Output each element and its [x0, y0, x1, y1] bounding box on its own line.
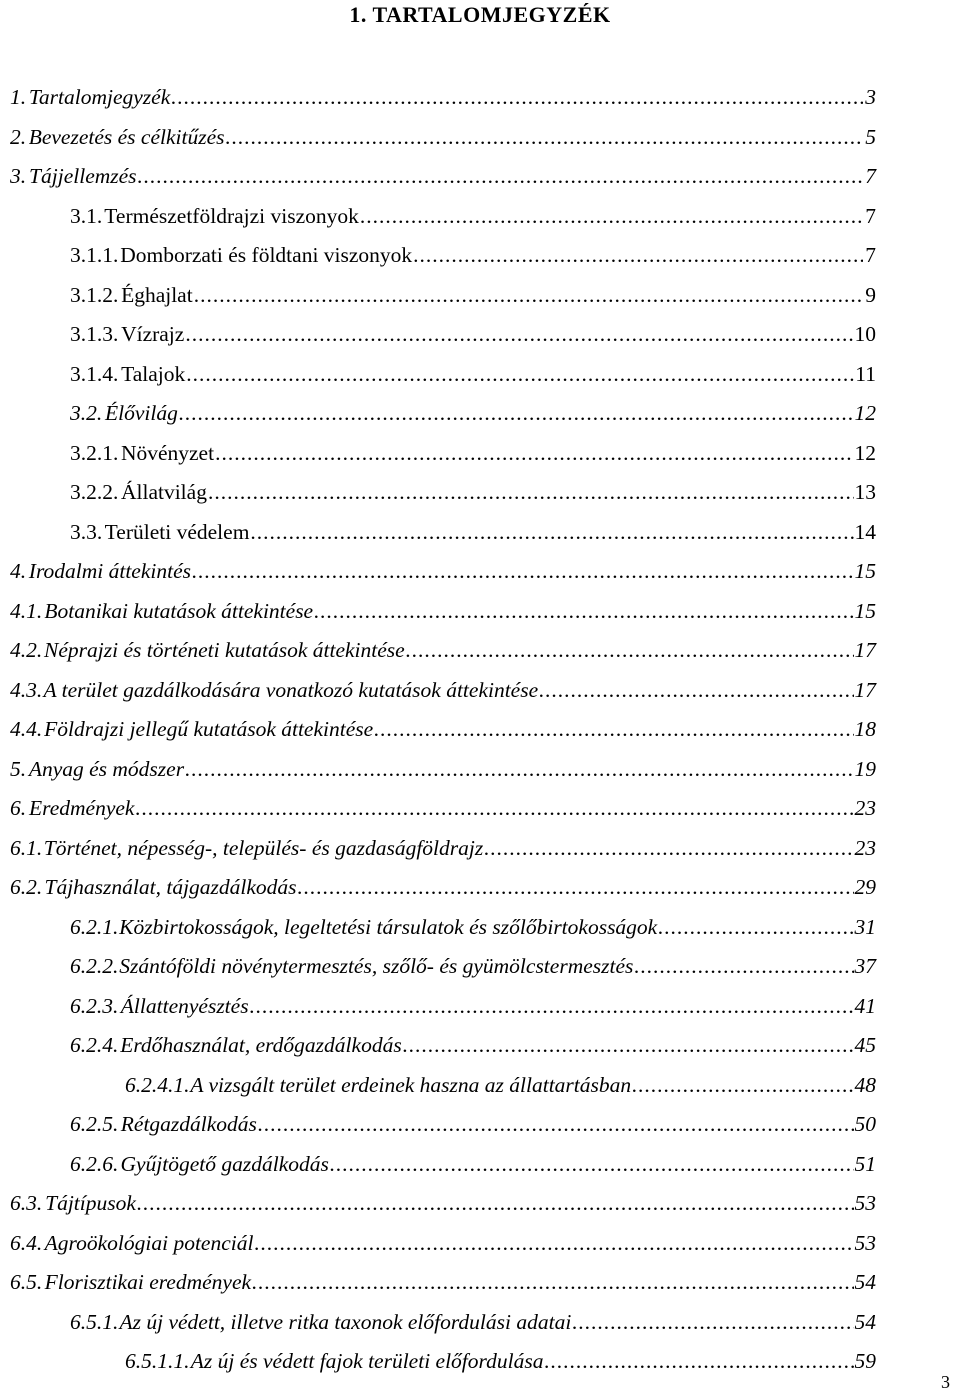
toc-entry-page: 18 [854, 717, 876, 741]
toc-entry-number: 6.2. [10, 875, 43, 899]
toc-entry-number: 6.5.1.1. [125, 1349, 190, 1373]
toc-entry-title: Vízrajz [121, 322, 185, 346]
toc-entry[interactable] [10, 752, 876, 782]
toc-entry[interactable] [70, 436, 876, 466]
toc-entry-title: Domborzati és földtani viszonyok [120, 243, 413, 267]
toc-entry-number: 6.1. [10, 835, 43, 860]
toc-entry[interactable] [10, 1226, 876, 1256]
toc-entry-title: Florisztikai eredmények [44, 1270, 252, 1294]
toc-dot-leader [208, 479, 854, 505]
toc-entry-number: 6. [10, 796, 27, 820]
toc-entry-title: Erdőhasználat, erdőgazdálkodás [120, 1033, 402, 1057]
toc-entry[interactable] [125, 1068, 876, 1098]
toc-entry[interactable] [70, 396, 876, 426]
toc-entry[interactable] [10, 633, 876, 663]
toc-dot-leader [250, 993, 854, 1019]
toc-dot-leader [374, 716, 853, 742]
toc-entry[interactable] [10, 80, 876, 110]
toc-entry-page: 45 [854, 1033, 876, 1057]
toc-entry[interactable] [10, 831, 876, 861]
toc-entry-title: A terület gazdálkodására vonatkozó kutatások áttekintése [43, 677, 539, 702]
toc-entry-page: 5 [865, 124, 876, 149]
page-number: 3 [941, 1372, 950, 1392]
toc-entry[interactable] [70, 357, 876, 387]
toc-dot-leader [192, 558, 854, 584]
toc-dot-leader [135, 795, 853, 821]
toc-entry[interactable] [10, 1265, 876, 1295]
toc-dot-leader [330, 1151, 854, 1177]
toc-dot-leader [572, 1309, 853, 1335]
toc-entry-title: Néprajzi és történeti kutatások áttekintése [44, 638, 405, 662]
toc-entry-page: 23 [854, 835, 876, 860]
toc-entry-number: 6.2.3. [70, 993, 119, 1018]
toc-entry-number: 3.1. [70, 203, 103, 228]
toc-entry-page: 12 [854, 401, 876, 425]
toc-entry-number: 6.2.5. [70, 1112, 119, 1136]
toc-entry-page: 17 [854, 677, 876, 702]
toc-entry[interactable] [10, 120, 876, 150]
toc-entry-title: Tartalomjegyzék [28, 85, 171, 109]
toc-dot-leader [252, 1269, 853, 1295]
toc-entry-page: 9 [865, 282, 876, 307]
toc-entry-page: 54 [854, 1309, 876, 1334]
toc-entry-page: 29 [854, 875, 876, 899]
toc-entry-number: 6.2.4.1. [125, 1072, 190, 1097]
toc-dot-leader [185, 321, 853, 347]
toc-entry-title: Az új védett, illetve ritka taxonok előfordulási adatai [119, 1309, 572, 1334]
toc-entry-number: 3.1.3. [70, 322, 119, 346]
toc-entry[interactable] [70, 278, 876, 308]
toc-entry-page: 53 [854, 1191, 876, 1215]
toc-entry-number: 4.1. [10, 598, 43, 623]
toc-entry[interactable] [10, 870, 876, 900]
toc-dot-leader [658, 914, 853, 940]
toc-entry-number: 3. [10, 164, 27, 188]
toc-entry[interactable] [70, 989, 876, 1019]
toc-dot-leader [406, 637, 854, 663]
toc-entry-page: 37 [854, 954, 876, 978]
toc-entry[interactable] [125, 1344, 876, 1374]
toc-entry-number: 6.5.1. [70, 1309, 119, 1334]
toc-dot-leader [403, 1032, 854, 1058]
toc-entry-number: 4.4. [10, 717, 43, 741]
toc-entry[interactable] [70, 515, 876, 545]
toc-dot-leader [171, 84, 863, 110]
toc-dot-leader [484, 835, 853, 861]
toc-entry[interactable] [70, 1107, 876, 1137]
toc-dot-leader [413, 242, 863, 268]
toc-entry-title: Anyag és módszer [28, 756, 185, 781]
toc-entry-page: 23 [854, 796, 876, 820]
toc-dot-leader [138, 163, 863, 189]
toc-entry[interactable] [70, 199, 876, 229]
toc-dot-leader [254, 1230, 853, 1256]
toc-entry-page: 14 [854, 519, 876, 544]
toc-entry-title: Állattenyésztés [120, 993, 249, 1018]
toc-entry-number: 6.3. [10, 1191, 43, 1215]
toc-dot-leader [194, 282, 863, 308]
toc-entry[interactable] [10, 594, 876, 624]
toc-entry-title: A vizsgált terület erdeinek haszna az állattartásban [190, 1072, 632, 1097]
toc-entry-number: 3.1.1. [70, 243, 119, 267]
toc-dot-leader [250, 519, 853, 545]
toc-entry[interactable] [10, 554, 876, 584]
toc-entry-number: 3.2. [70, 401, 103, 425]
toc-entry-page: 17 [854, 638, 876, 662]
toc-entry[interactable] [70, 1305, 876, 1335]
toc-entry[interactable] [70, 317, 876, 347]
toc-entry-page: 12 [854, 440, 876, 465]
toc-entry-number: 3.2.1. [70, 440, 119, 465]
toc-dot-leader [314, 598, 853, 624]
toc-entry-number: 3.1.4. [70, 361, 119, 386]
page-title: 1. TARTALOMJEGYZÉK [349, 2, 611, 27]
toc-entry-title: Rétgazdálkodás [120, 1112, 257, 1136]
toc-entry[interactable] [70, 949, 876, 979]
toc-entry-page: 11 [855, 361, 876, 386]
toc-entry[interactable] [10, 159, 876, 189]
toc-entry-page: 13 [854, 480, 876, 504]
toc-dot-leader [258, 1111, 854, 1137]
toc-dot-leader [298, 874, 854, 900]
toc-entry-title: Állatvilág [120, 480, 207, 504]
toc-entry-title: Botanikai kutatások áttekintése [44, 598, 314, 623]
toc-entry-title: Bevezetés és célkitűzés [28, 124, 225, 149]
toc-entry-title: Szántóföldi növénytermesztés, szőlő- és gyümölcstermesztés [119, 954, 634, 978]
toc-entry-page: 31 [854, 914, 876, 939]
toc-entry-number: 1. [10, 85, 27, 109]
toc-entry-number: 3.3. [70, 519, 103, 544]
toc-entry-title: Irodalmi áttekintés [28, 559, 191, 583]
toc-entry[interactable] [70, 475, 876, 505]
toc-entry-title: Földrajzi jellegű kutatások áttekintése [44, 717, 374, 741]
toc-entry-page: 15 [854, 559, 876, 583]
toc-entry-number: 4.2. [10, 638, 43, 662]
toc-entry-number: 2. [10, 124, 27, 149]
toc-entry-number: 4.3. [10, 677, 43, 702]
toc-entry-page: 51 [854, 1151, 876, 1176]
toc-entry-number: 6.2.1. [70, 914, 119, 939]
toc-entry-page: 54 [854, 1270, 876, 1294]
toc-entry-title: Területi védelem [104, 519, 250, 544]
toc-entry-title: Gyűjtögető gazdálkodás [120, 1151, 329, 1176]
toc-dot-leader [632, 1072, 853, 1098]
toc-entry-number: 3.2.2. [70, 480, 119, 504]
toc-dot-leader [360, 203, 863, 229]
toc-entry[interactable] [10, 791, 876, 821]
toc-entry-title: Élővilág [104, 401, 178, 425]
toc-entry-page: 7 [865, 203, 876, 228]
toc-entry[interactable] [70, 910, 876, 940]
toc-entry-number: 6.5. [10, 1270, 43, 1294]
toc-dot-leader [186, 361, 854, 387]
toc-dot-leader [634, 953, 853, 979]
toc-entry-title: Tájhasználat, tájgazdálkodás [44, 875, 297, 899]
toc-entry-page: 15 [854, 598, 876, 623]
toc-entry-title: Agroökológiai potenciál [44, 1230, 254, 1255]
toc-entry-title: Éghajlat [121, 282, 193, 307]
toc-dot-leader [215, 440, 853, 466]
toc-entry-page: 48 [854, 1072, 876, 1097]
toc-entry-title: Tájtípusok [45, 1191, 136, 1215]
toc-entry-page: 7 [865, 243, 876, 267]
toc-entry-page: 7 [865, 164, 876, 188]
toc-entry-title: Közbirtokosságok, legeltetési társulatok és szőlőbirtokosságok [119, 914, 658, 939]
toc-entry-title: Növényzet [120, 440, 215, 465]
toc-entry-page: 41 [854, 993, 876, 1018]
toc-dot-leader [225, 124, 863, 150]
toc-entry[interactable] [70, 1028, 876, 1058]
toc-entry-title: Talajok [121, 361, 186, 386]
toc-entry-page: 50 [854, 1112, 876, 1136]
toc-entry-title: Természetföldrajzi viszonyok [104, 203, 359, 228]
toc-entry[interactable] [10, 1186, 876, 1216]
toc-entry-number: 4. [10, 559, 27, 583]
toc-entry[interactable] [70, 238, 876, 268]
toc-entry[interactable] [10, 673, 876, 703]
toc-dot-leader [544, 1348, 853, 1374]
toc-entry-number: 3.1.2. [70, 282, 119, 307]
toc-entry-title: Történet, népesség-, település- és gazdaságföldrajz [43, 835, 484, 860]
toc-entry-number: 5. [10, 756, 27, 781]
toc-entry[interactable] [10, 712, 876, 742]
toc-entry-title: Eredmények [29, 796, 135, 820]
toc-dot-leader [185, 756, 853, 782]
toc-dot-leader [179, 400, 854, 426]
toc-entry-number: 6.2.6. [70, 1151, 119, 1176]
toc-entry-number: 6.2.4. [70, 1033, 119, 1057]
toc-entry-number: 6.2.2. [70, 954, 119, 978]
toc-entry-title: Tájjellemzés [29, 164, 137, 188]
toc-entry-page: 19 [854, 756, 876, 781]
toc-dot-leader [539, 677, 853, 703]
toc-entry[interactable] [70, 1147, 876, 1177]
toc-entry-page: 59 [854, 1349, 876, 1373]
toc-entry-page: 10 [854, 322, 876, 346]
toc-entry-page: 53 [854, 1230, 876, 1255]
toc-entry-page: 3 [865, 85, 876, 109]
toc-dot-leader [137, 1190, 854, 1216]
toc-entry-number: 6.4. [10, 1230, 43, 1255]
toc-entry-title: Az új és védett fajok területi előfordulása [190, 1349, 544, 1373]
